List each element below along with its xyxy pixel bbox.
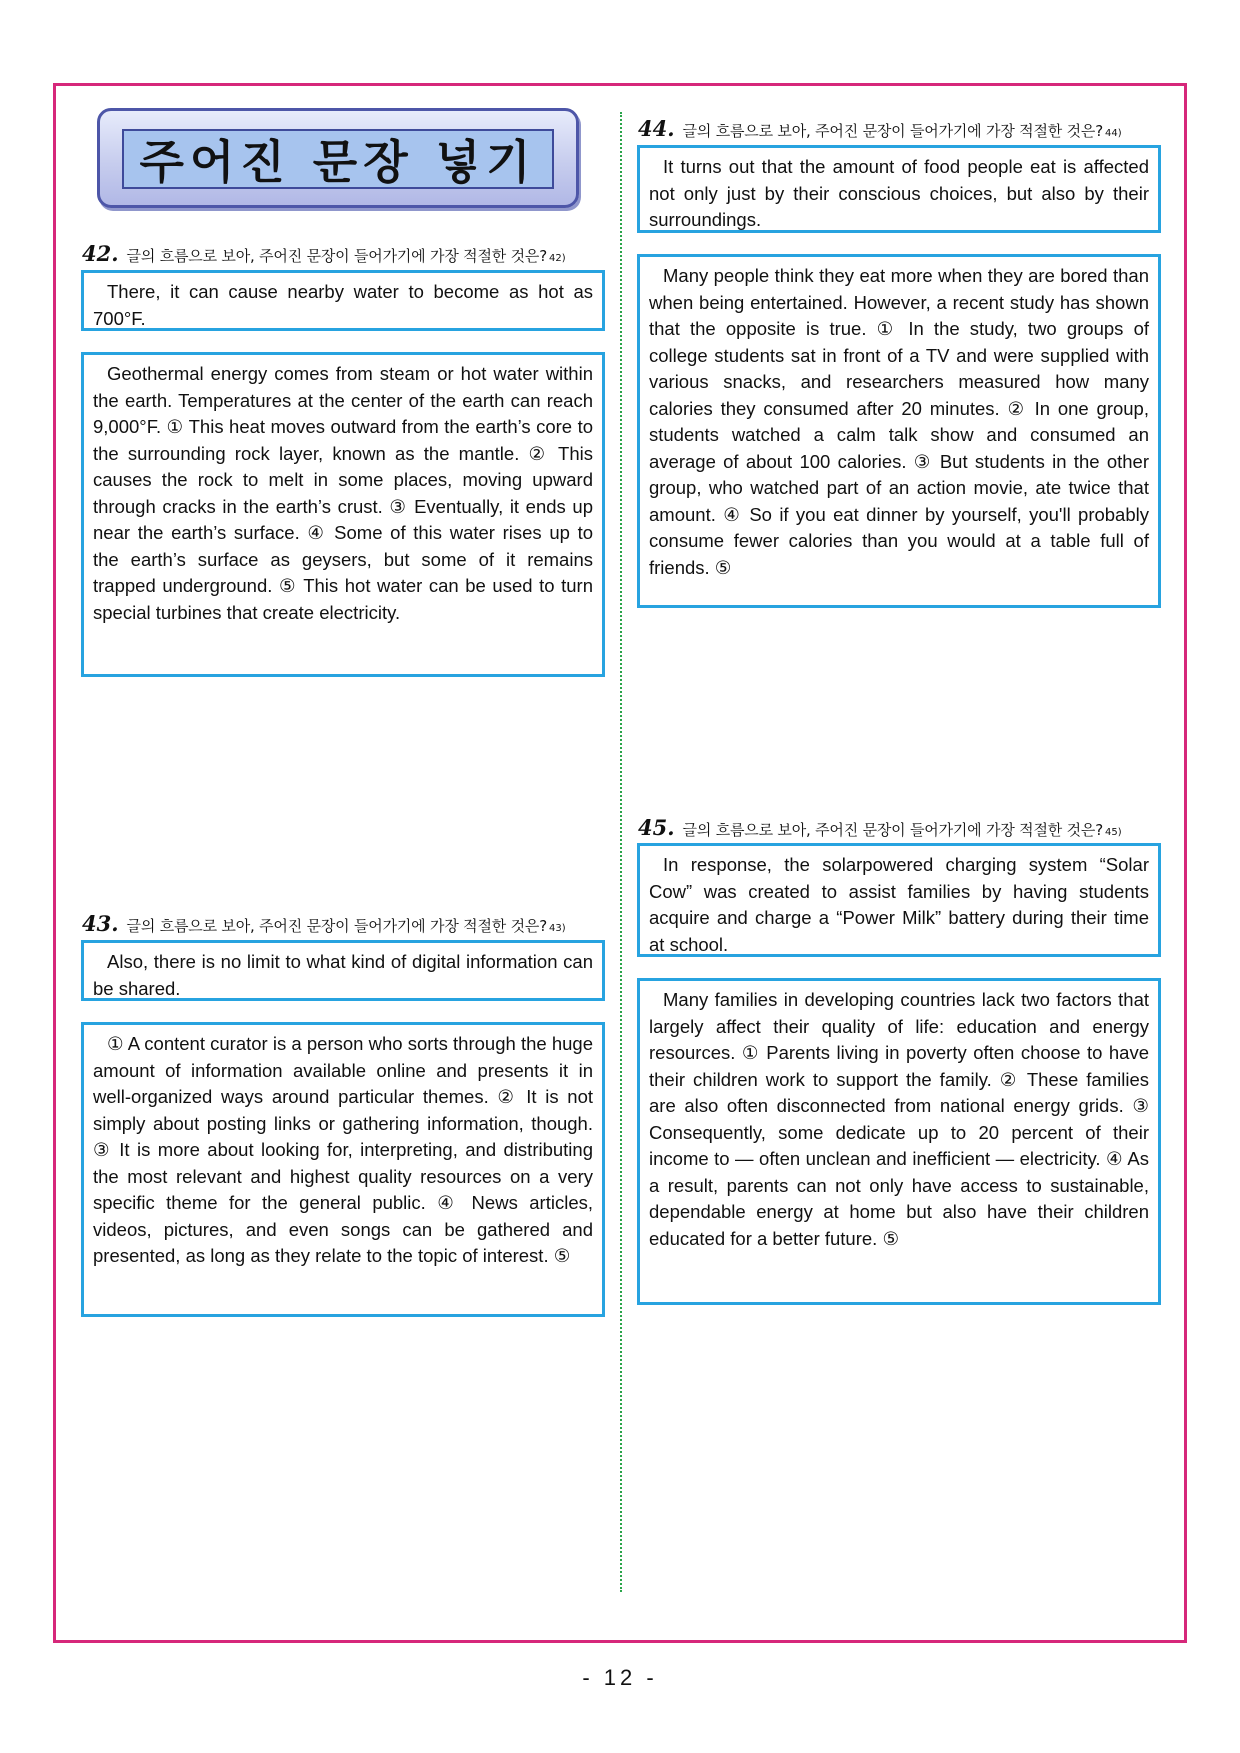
question-number: 44. bbox=[638, 116, 675, 141]
given-sentence: It turns out that the amount of food people eat is affected not only just by their conscious choices, but also by their surroundings. bbox=[649, 156, 1149, 230]
given-sentence-box-45 bbox=[637, 843, 1161, 957]
passage-text: Many people think they eat more when they are bored than when being entertained. However, a recent study has shown that the opposite is true. ① In the study, two groups of college students sat in front of a TV and were supplied with various snacks, and researchers measured how many calories they consumed after 20 minutes. ② In one group, students watched a calm talk show and consumed an average of about 100 calories. ③ But students in the other group, who watched part of an action movie, ate twice that amount. ④ So if you eat dinner by yourself, you'll probably consume fewer calories than you would at a table full of friends. ⑤ bbox=[649, 265, 1149, 578]
question-42-header bbox=[82, 241, 566, 266]
question-reference: 42) bbox=[548, 253, 566, 264]
question-stem: 글의 흐름으로 보아, 주어진 문장이 들어가기에 가장 적절한 것은? bbox=[126, 247, 547, 265]
passage-box-42 bbox=[81, 352, 605, 677]
column-divider bbox=[620, 112, 622, 1592]
passage-text: Geothermal energy comes from steam or hot water within the earth. Temperatures at the center of the earth can reach 9,000°F. ① This heat moves outward from the earth’s core to the surrounding rock layer, known as the mantle. ② This causes the rock to melt in some places, moving upward through cracks in the earth’s crust. ③ Eventually, it ends up near the earth’s surface. ④ Some of this water rises up to the earth’s surface as geysers, but some of it remains trapped underground. ⑤ This hot water can be used to turn special turbines that create electricity. bbox=[93, 363, 593, 623]
question-stem: 글의 흐름으로 보아, 주어진 문장이 들어가기에 가장 적절한 것은? bbox=[126, 917, 547, 935]
passage-text: ① A content curator is a person who sorts through the huge amount of information available online and presents it in well-organized ways around particular themes. ② It is not simply about posting links or gathering information, though. ③ It is more about looking for, interpreting, and distributing the most relevant and highest quality resources on a very specific theme for the general public. ④ News articles, videos, pictures, and even songs can be gathered and presented, as long as they relate to the topic of interest. ⑤ bbox=[93, 1033, 593, 1266]
question-stem: 글의 흐름으로 보아, 주어진 문장이 들어가기에 가장 적절한 것은? bbox=[682, 122, 1103, 140]
passage-text: Many families in developing countries lack two factors that largely affect their quality of life: education and energy resources. ① Parents living in poverty often choose to have their children work to support the family. ② These families are also often disconnected from national energy grids. ③ Consequently, some dedicate up to 20 percent of their income to ― often unclean and inefficient ― electricity. ④ As a result, parents can not only have access to sustainable, dependable energy at home but also have their children educated for a better future. ⑤ bbox=[649, 989, 1149, 1249]
question-45-header bbox=[638, 815, 1122, 840]
passage-box-43 bbox=[81, 1022, 605, 1317]
question-reference: 45) bbox=[1104, 827, 1122, 838]
question-44-header bbox=[638, 116, 1122, 141]
page-number: - 12 - bbox=[582, 1665, 658, 1690]
question-reference: 44) bbox=[1104, 128, 1122, 139]
passage-box-44 bbox=[637, 254, 1161, 608]
question-reference: 43) bbox=[548, 923, 566, 934]
title-panel bbox=[122, 129, 554, 189]
section-title: 주어진 문장 넣기 bbox=[139, 135, 537, 189]
question-number: 45. bbox=[638, 815, 675, 840]
given-sentence-box-44 bbox=[637, 145, 1161, 233]
given-sentence-box-43 bbox=[81, 940, 605, 1001]
question-number: 43. bbox=[82, 911, 119, 936]
given-sentence-box-42 bbox=[81, 270, 605, 331]
question-43-header bbox=[82, 911, 566, 936]
given-sentence: In response, the solarpowered charging system “Solar Cow” was created to assist families by having students acquire and charge a “Power Milk” battery during their time at school. bbox=[649, 854, 1149, 955]
given-sentence: Also, there is no limit to what kind of digital information can be shared. bbox=[93, 951, 593, 999]
question-stem: 글의 흐름으로 보아, 주어진 문장이 들어가기에 가장 적절한 것은? bbox=[682, 821, 1103, 839]
given-sentence: There, it can cause nearby water to become as hot as 700°F. bbox=[93, 281, 593, 329]
passage-box-45 bbox=[637, 978, 1161, 1305]
question-number: 42. bbox=[82, 241, 119, 266]
